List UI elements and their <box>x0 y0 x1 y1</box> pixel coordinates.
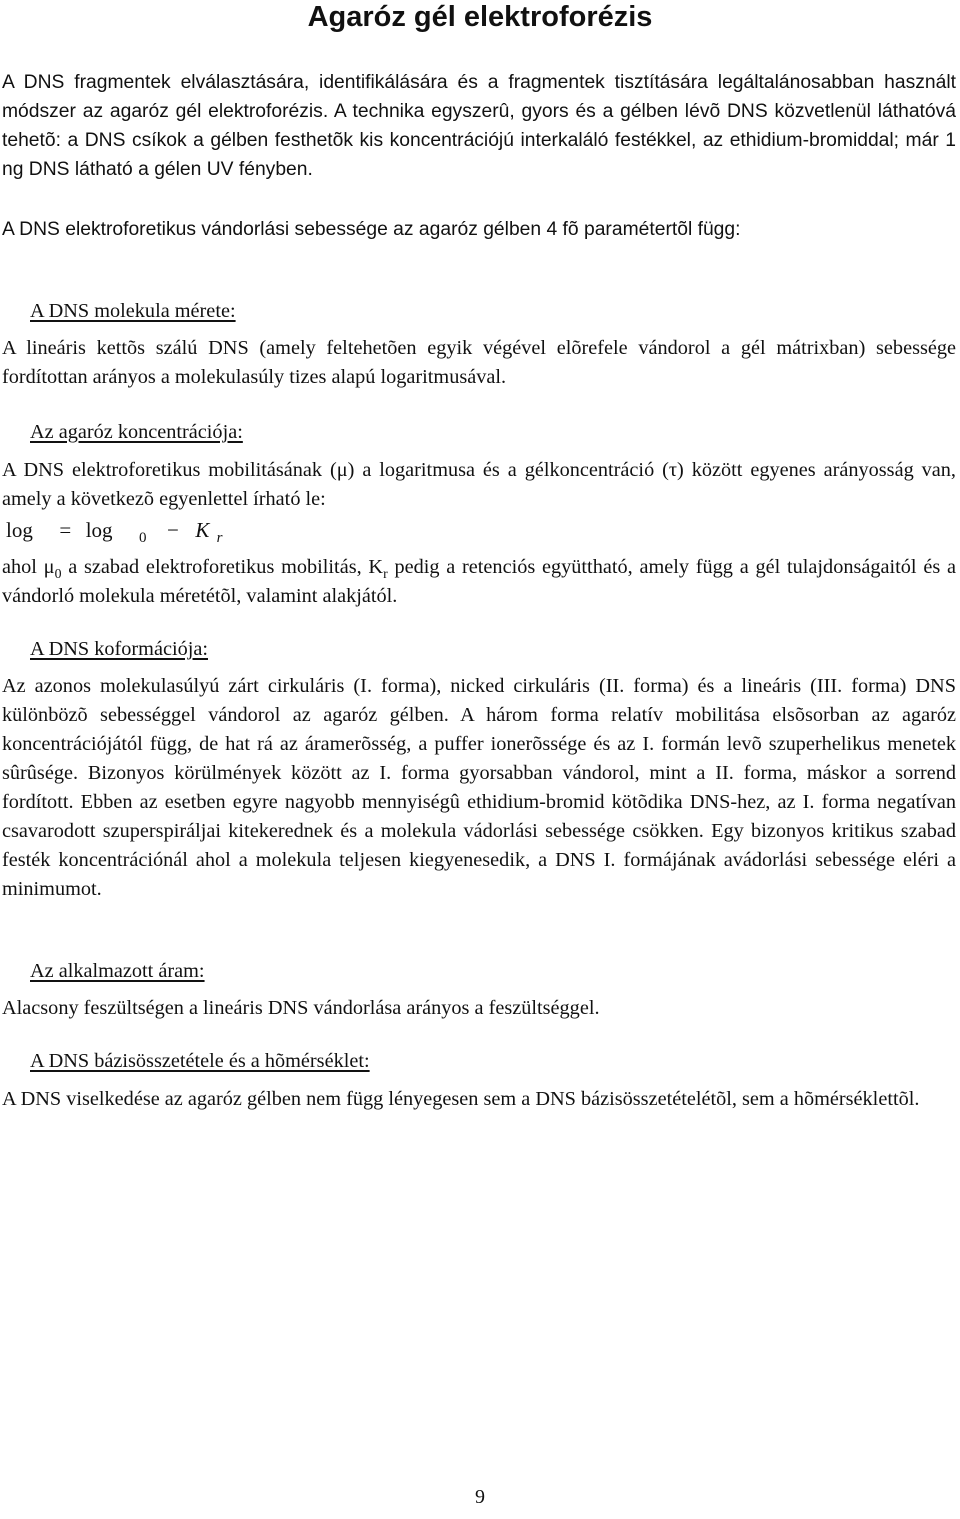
section-heading-dna-conformation: A DNS koformációja: <box>30 638 208 660</box>
intro-parameters-sentence: A DNS elektroforetikus vándorlási sebessége az agaróz gélben 4 fõ paramétertõl függ: <box>2 219 741 240</box>
section-text-agarose-concentration: A DNS elektroforetikus mobilitásának (μ) a logaritmusa és a gélkoncentráció (τ) között egyenes arányosság van, amely a következõ egyenlettel írható le: <box>2 459 956 510</box>
formula-lhs-log: log <box>6 518 33 542</box>
definition-subscript-zero: 0 <box>54 566 62 582</box>
page-title: Agaróz gél elektroforézis <box>307 1 653 33</box>
formula-subscript-zero: 0 <box>139 530 147 546</box>
mobility-formula <box>6 514 223 549</box>
section-heading-molecule-size: A DNS molekula mérete: <box>30 300 236 322</box>
formula-rhs-log: log <box>85 518 113 542</box>
section-text-dna-conformation: Az azonos molekulasúlyú zárt cirkuláris (I. forma), nicked cirkuláris (II. forma) és a lineáris (III. forma) DNS különbözõ sebességgel vándorol az agaróz gélben. A három forma relatív mobilitása elsõsorban az agaróz koncentrációjától függ, de hat rá az áramerõsség, a puffer ionerõssége és az I. formán levõ szuperhelikus menetek sûrûsége. Bizonyos körülmények között az I. forma gyorsabban vándorol, mint a II. forma, máskor a sorrend fordított. Ebben az esetben egyre nagyobb mennyiségû ethidium-bromid kötõdika DNS-hez, az I. forma negatívan csavarodott szuperspiráljai kitekerednek és a molekula vádorlási sebessége csökken. Egy bizonyos kritikus szabad festék koncentrációnál ahol a molekula teljesen kiegyenesedik, a DNS I. formájának avádorlási sebessége eléri a minimumot. <box>2 675 956 900</box>
formula-minus: − <box>167 518 179 542</box>
formula-subscript-r: r <box>216 530 223 546</box>
section-heading-agarose-concentration: Az agaróz koncentrációja: <box>30 421 243 443</box>
definition-subscript-r: r <box>383 566 388 582</box>
formula-retention-k: K <box>195 518 210 542</box>
section-text-base-composition-temperature: A DNS viselkedése az agaróz gélben nem függ lényegesen sem a DNS bázisösszetételétõl, sem a hõmérséklettõl. <box>2 1088 920 1110</box>
definition-prefix: ahol μ <box>2 556 55 578</box>
section-text-mobility-definition <box>2 553 956 611</box>
intro-paragraph: A DNS fragmentek elválasztására, identifikálására és a fragmentek tisztítására legáltalánosabban használt módszer az agaróz gél elektroforézis. A technika egyszerû, gyors és a gélben lévõ DNS közvetlenül láthatóvá tehetõ: a DNS csíkok a gélben festhetõk kis koncentrációjú interkaláló festékkel, az ethidium-bromiddal; már 1 ng DNS látható a gélen UV fényben. <box>2 72 956 180</box>
section-text-applied-current: Alacsony feszültségen a lineáris DNS vándorlása arányos a feszültséggel. <box>2 997 600 1019</box>
formula-equals: = <box>59 518 72 542</box>
page-number: 9 <box>475 1486 485 1508</box>
definition-middle: a szabad elektroforetikus mobilitás, K <box>61 556 384 578</box>
definition-rest: pedig a retenciós együttható, amely függ a gél tulajdonságaitól és a vándorló molekula méretétõl, valamint alakjától. <box>2 556 956 607</box>
section-heading-applied-current: Az alkalmazott áram: <box>30 960 205 982</box>
section-heading-base-composition-temperature: A DNS bázisösszetétele és a hõmérséklet: <box>30 1050 370 1072</box>
section-text-molecule-size: A lineáris kettõs szálú DNS (amely feltehetõen egyik végével elõrefele vándorol a gél mátrixban) sebessége fordítottan arányos a molekulasúly tizes alapú logaritmusával. <box>2 337 956 388</box>
